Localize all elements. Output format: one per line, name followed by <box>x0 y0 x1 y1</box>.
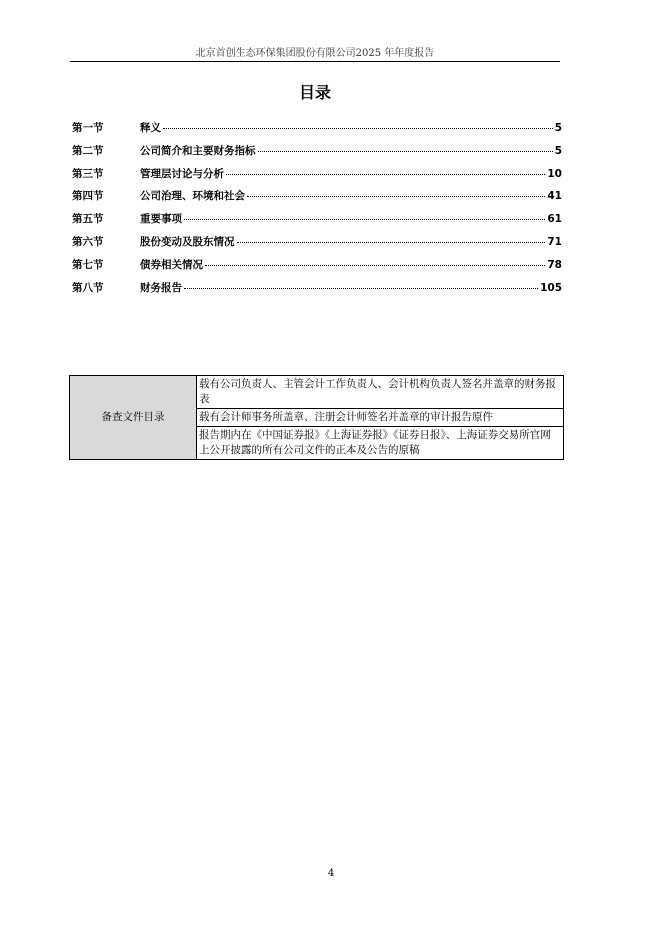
toc-section-name: 债券相关情况 <box>140 258 203 271</box>
toc-leader-dots <box>247 196 545 197</box>
toc-section-number: 第三节 <box>72 167 104 180</box>
toc-leader-dots <box>184 219 545 220</box>
toc-section-number: 第一节 <box>72 122 104 134</box>
toc-page-number: 5 <box>554 144 562 157</box>
toc-entry[interactable] <box>72 120 562 143</box>
toc-leader-dots <box>205 265 545 266</box>
toc-leader-dots <box>237 242 546 243</box>
toc-entry[interactable] <box>72 188 562 211</box>
toc-leader-dots <box>163 128 553 129</box>
report-header: 北京首创生态环保集团股份有限公司2025 年年度报告 <box>195 48 435 59</box>
toc-section-number: 第二节 <box>72 144 104 157</box>
toc-section-number: 第五节 <box>72 213 104 226</box>
toc-section-number: 第六节 <box>72 235 104 248</box>
toc-entry[interactable] <box>72 211 562 234</box>
toc-page-number: 41 <box>547 190 562 203</box>
toc-page-number: 61 <box>547 213 562 226</box>
reference-document-item: 载有公司负责人、主管会计工作负责人、会计机构负责人签名并盖章的财务报表 <box>197 376 564 409</box>
toc-leader-dots <box>226 174 545 175</box>
toc-section-name: 股份变动及股东情况 <box>140 235 235 248</box>
toc-section-number: 第七节 <box>72 258 104 271</box>
toc-entry[interactable] <box>72 257 562 280</box>
toc-page-number: 105 <box>540 281 562 294</box>
toc-section-number: 第四节 <box>72 190 104 203</box>
toc-entry[interactable] <box>72 166 562 189</box>
toc-leader-dots <box>184 288 538 289</box>
toc-section-number: 第八节 <box>72 281 104 294</box>
toc-page-number: 71 <box>547 235 562 248</box>
toc-section-name: 财务报告 <box>140 281 182 294</box>
toc-page-number: 10 <box>547 167 562 180</box>
reference-document-item: 报告期内在《中国证券报》《上海证券报》《证券日报》、上海证券交易所官网上公开披露的所有公司文件的正本及公告的原稿 <box>197 427 564 460</box>
reference-documents-label: 备查文件目录 <box>70 376 197 460</box>
toc-title: 目录 <box>298 83 331 102</box>
toc-entry[interactable] <box>72 280 562 303</box>
toc-page-number: 5 <box>554 122 562 134</box>
reference-documents-table <box>69 375 564 460</box>
toc-section-name: 公司简介和主要财务指标 <box>140 144 256 157</box>
toc-section-name: 管理层讨论与分析 <box>140 167 224 180</box>
toc-leader-dots <box>258 151 553 152</box>
toc-page-number: 78 <box>547 258 562 271</box>
toc-entry[interactable] <box>72 234 562 257</box>
header-divider <box>70 61 560 62</box>
table-of-contents <box>72 120 562 302</box>
reference-document-item: 载有会计师事务所盖章、注册会计师签名并盖章的审计报告原件 <box>197 409 564 427</box>
page-number: 4 <box>327 868 335 879</box>
toc-section-name: 重要事项 <box>140 213 182 226</box>
toc-section-name: 释义 <box>140 122 161 134</box>
toc-section-name: 公司治理、环境和社会 <box>140 190 245 203</box>
toc-entry[interactable] <box>72 143 562 166</box>
